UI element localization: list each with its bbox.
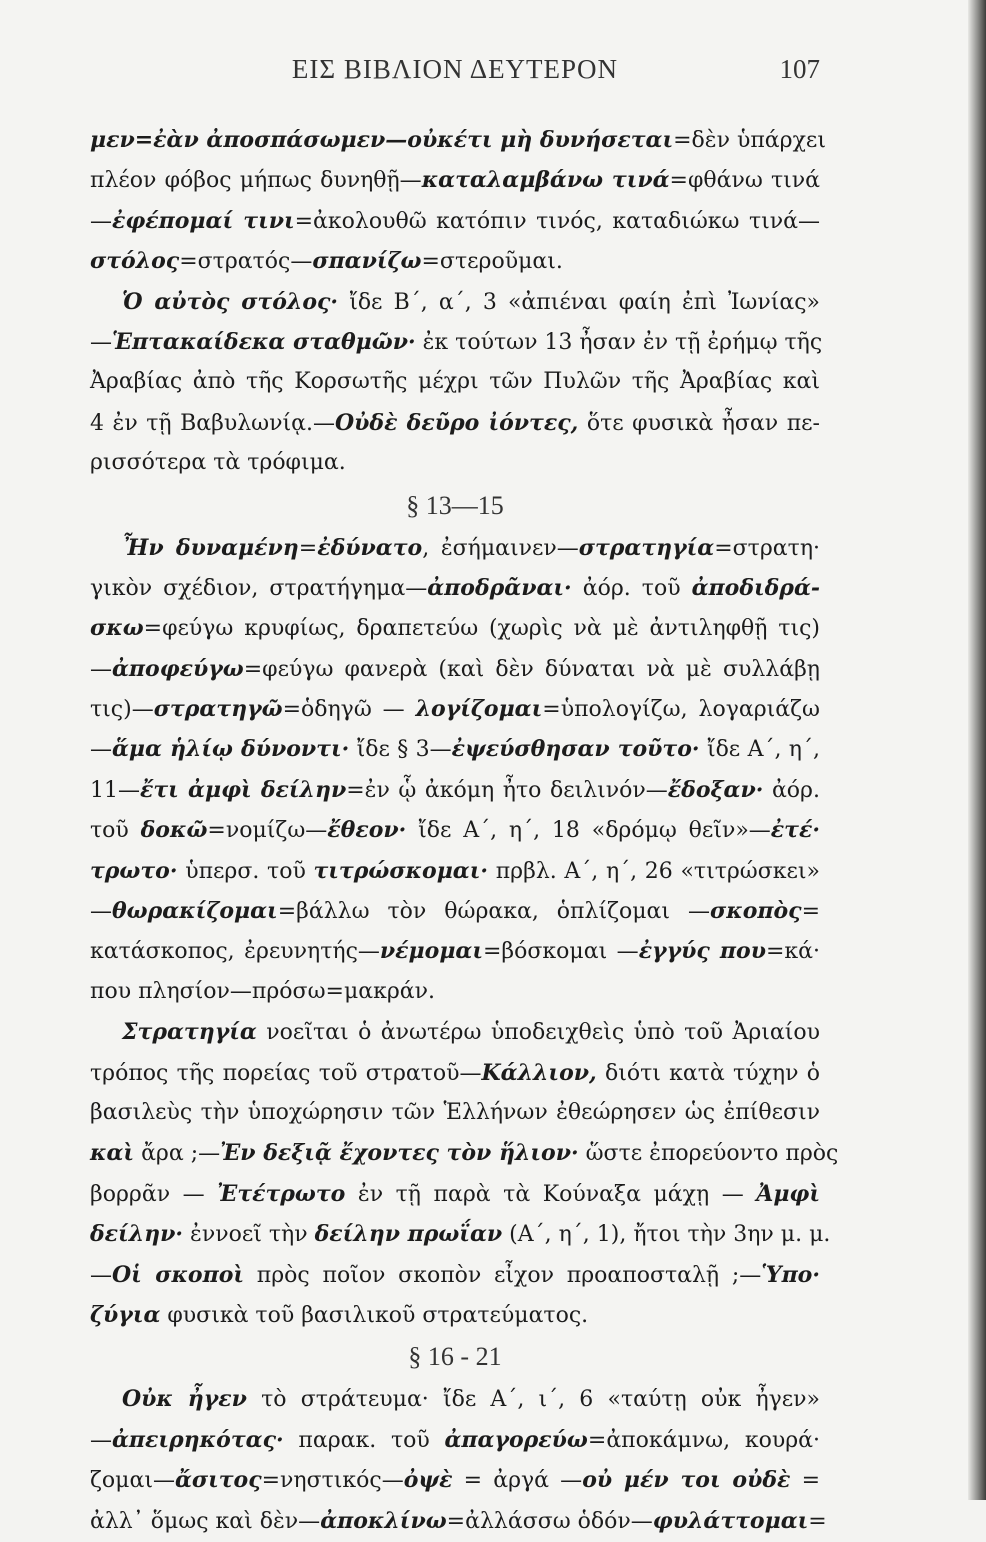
- text-line: [90, 1420, 820, 1460]
- gloss-text: πρὸς ποῖον σκοπὸν εἶχον προαποσταλῇ ;—: [244, 1262, 762, 1288]
- running-head: [90, 54, 820, 90]
- text-line: [90, 1460, 820, 1500]
- gloss-text: 11—: [90, 777, 140, 803]
- gloss-text: =κά·: [765, 939, 821, 965]
- lemma-term: σκω: [90, 615, 144, 642]
- gloss-text: =φεύγω κρυφίως, δραπετεύω (χωρὶς νὰ μὲ ἀντιληφθῇ τις): [143, 616, 820, 642]
- lemma-term: δείλην πρωΐαν: [314, 1221, 503, 1248]
- lemma-term: Κάλλιον,: [481, 1059, 597, 1086]
- text-line: [90, 322, 823, 362]
- gloss-text: πλέον φόβος μήπως δυνηθῇ—: [90, 168, 422, 194]
- gloss-text: =: [790, 1468, 821, 1494]
- section-heading: [90, 484, 820, 528]
- text-line: [90, 649, 820, 689]
- lemma-term: ἀπειρηκότας·: [112, 1426, 284, 1453]
- lemma-term: σπανίζω: [312, 248, 422, 275]
- gloss-text: =βόσκομαι —: [483, 939, 639, 965]
- lemma-term: δείλην·: [90, 1221, 184, 1248]
- lemma-term: Ὁ αὐτὸς στόλος·: [122, 288, 339, 315]
- gloss-text: που πλησίον—πρόσω=μακράν.: [90, 978, 436, 1004]
- gloss-text: =στεροῦμαι.: [421, 249, 563, 275]
- page-number: 107: [779, 54, 820, 84]
- gloss-text: =βάλλω τὸν θώρακα, ὁπλίζομαι —: [277, 899, 710, 925]
- lemma-term: στρατηγία: [578, 534, 715, 561]
- gloss-text: Ἀραβίας ἀπὸ τῆς Κορσωτῆς μέχρι τῶν Πυλῶν τῆς Ἀραβίας καὶ: [90, 369, 820, 395]
- lemma-term: δοκῶ: [140, 817, 208, 844]
- lemma-term: ἀποδρᾶναι·: [427, 574, 572, 601]
- gloss-text: —: [90, 1262, 112, 1288]
- gloss-text: ἀλλ᾽ ὅμως καὶ δὲν—: [90, 1508, 321, 1534]
- section-heading: [90, 1335, 820, 1379]
- gloss-text: =φθάνω τινά: [669, 168, 820, 194]
- text-line: [90, 851, 820, 891]
- text-line: [90, 362, 820, 402]
- gloss-text: πρβλ. Α΄, η΄, 26 «τιτρώσκει»: [488, 858, 820, 884]
- gloss-text: ἴδε Α΄, η΄,: [699, 737, 820, 763]
- lemma-term: Ἀμφὶ: [756, 1180, 820, 1207]
- text-line: [90, 931, 820, 971]
- lemma-term: ζύγια: [90, 1301, 161, 1328]
- text-line: [90, 403, 820, 443]
- text-line: [90, 1214, 831, 1254]
- lemma-term: ἄσιτος: [174, 1467, 262, 1494]
- text-line: [90, 1255, 820, 1295]
- lemma-term: Ἐτέτρωτο: [217, 1180, 346, 1207]
- gloss-text: ἐννοεῖ τὴν: [183, 1222, 315, 1248]
- gloss-text: =φεύγω φανερὰ (καὶ δὲν δύναται νὰ μὲ συλλάβῃ: [243, 656, 820, 682]
- gloss-text: ἐκ τούτων 13 ἦσαν ἐν τῇ ἐρήμῳ τῆς: [415, 329, 823, 355]
- gloss-text: =: [801, 899, 820, 925]
- gloss-text: τρόπος τῆς πορείας τοῦ στρατοῦ—: [90, 1060, 482, 1086]
- running-title: ΕΙΣ ΒΙΒΛΙΟΝ ΔΕΥΤΕΡΟΝ: [291, 54, 619, 84]
- gloss-text: =ἀλλάσσω ὁδόν—: [446, 1508, 653, 1534]
- gloss-text: =νηστικός—: [261, 1468, 404, 1494]
- gloss-text: γικὸν σχέδιον, στρατήγημα—: [90, 575, 428, 601]
- text-line: [90, 729, 820, 769]
- gloss-text: —: [90, 737, 112, 763]
- text-line: [90, 1295, 820, 1335]
- gloss-text: =δὲν ὑπάρχει: [673, 128, 826, 153]
- lemma-term: ἔθεον·: [327, 817, 407, 844]
- lemma-term: σκοπὸς: [710, 898, 802, 925]
- gloss-text: παρακ. τοῦ: [283, 1427, 445, 1453]
- gloss-text: ἄρα ;—: [134, 1141, 221, 1167]
- lemma-term: λογίζομαι: [415, 696, 543, 723]
- text-line: [90, 1133, 839, 1173]
- gloss-text: , ἐσήμαινεν—: [422, 535, 579, 561]
- gloss-text: ἀόρ. τοῦ: [571, 575, 692, 601]
- gloss-text: —: [90, 899, 112, 925]
- lemma-term: ἐγγύς που: [638, 938, 766, 965]
- gloss-text: =ὑπολογίζω, λογαριάζω: [542, 697, 820, 723]
- text-line: [90, 1012, 820, 1052]
- lemma-term: Στρατηγία: [122, 1019, 257, 1046]
- text-line: [90, 1093, 820, 1133]
- gloss-text: ἐν τῇ παρὰ τὰ Κούναξα μάχῃ —: [345, 1181, 757, 1207]
- gloss-text: τοῦ: [90, 818, 141, 844]
- gloss-text: ἴδε § 3—: [349, 737, 452, 763]
- lemma-term: ἐψεύσθησαν τοῦτο·: [451, 736, 700, 763]
- gloss-text: =στρατός—: [179, 249, 313, 275]
- gloss-text: —: [90, 656, 112, 682]
- lemma-term: ἔτι ἀμφὶ δείλην: [140, 776, 347, 803]
- gloss-text: —: [90, 208, 112, 234]
- text-line: [90, 1053, 820, 1093]
- gloss-text: —: [90, 1427, 112, 1453]
- text-line: [90, 770, 820, 810]
- lemma-term: ἐφέπομαί τινι: [112, 207, 295, 234]
- lemma-term: Οὐκ ἦγεν: [122, 1386, 247, 1413]
- gloss-text: ὥστε ἐπορεύοντο πρὸς: [578, 1141, 839, 1167]
- gloss-text: =ὁδηγῶ —: [282, 697, 416, 723]
- gloss-text: ρισσότερα τὰ τρόφιμα.: [90, 450, 346, 476]
- lemma-term: καταλαμβάνω τινά: [421, 167, 670, 194]
- gloss-text: βασιλεὺς τὴν ὑποχώρησιν τῶν Ἑλλήνων ἐθεώρησεν ὡς ἐπίθεσιν: [90, 1099, 820, 1125]
- lemma-term: Οὐδὲ δεῦρο ἰόντες,: [334, 409, 579, 436]
- lemma-term: στόλος: [90, 248, 180, 275]
- lemma-term: οὐ μέν τοι οὐδὲ: [582, 1467, 791, 1494]
- page-edge-shadow: [968, 0, 986, 1500]
- lemma-term: Οἱ σκοποὶ: [112, 1261, 245, 1288]
- text-line: [90, 160, 820, 200]
- text-line: [90, 1379, 820, 1419]
- lemma-term: στρατηγῶ: [153, 696, 283, 723]
- text-line: [90, 891, 820, 931]
- lemma-term: ἀπαγορεύω: [444, 1426, 588, 1453]
- lemma-term: τιτρώσκομαι·: [313, 857, 489, 884]
- gloss-text: 4 ἐν τῇ Βαβυλωνίᾳ.—: [90, 410, 335, 436]
- gloss-text: =ἐν ᾧ ἀκόμη ἦτο δειλινόν—: [346, 777, 668, 803]
- text-line: [90, 282, 820, 322]
- gloss-text: ὅτε φυσικὰ ἦσαν πε-: [578, 410, 820, 436]
- lemma-term: ἅμα ἡλίῳ δύνοντι·: [112, 736, 350, 763]
- text-line: [90, 810, 820, 850]
- text-line: [90, 241, 820, 281]
- gloss-text: § 16 - 21: [408, 1342, 502, 1372]
- gloss-text: —: [90, 329, 112, 355]
- lemma-term: ὀψὲ: [403, 1467, 453, 1494]
- gloss-text: =ἀκολουθῶ κατόπιν τινός, καταδιώκω τινά—: [294, 208, 820, 234]
- lemma-term: ἀποκλίνω: [320, 1507, 447, 1534]
- text-line: [90, 1501, 827, 1541]
- text-line: [90, 528, 820, 568]
- gloss-text: βορρᾶν —: [90, 1181, 218, 1207]
- lemma-term: φυλάττομαι: [652, 1507, 809, 1534]
- gloss-text: =στρατη·: [714, 535, 820, 561]
- gloss-text: = ἀργά —: [452, 1468, 583, 1494]
- lemma-term: ἀποδιδρά-: [691, 574, 820, 601]
- lemma-term: τρωτο·: [90, 857, 178, 884]
- gloss-text: (Α΄, η΄, 1), ἤτοι τὴν 3ην μ. μ.: [502, 1222, 831, 1248]
- lemma-term: Ὑπο·: [761, 1261, 820, 1288]
- gloss-text: =ἀποκάμνω, κουρά·: [587, 1427, 820, 1453]
- gloss-text: κατάσκοπος, ἐρευνητής—: [90, 939, 380, 965]
- gloss-text: ἀόρ.: [763, 777, 820, 803]
- lemma-term: Ἑπτακαίδεκα σταθμῶν·: [112, 328, 416, 355]
- gloss-text: =: [808, 1508, 827, 1534]
- text-line: [90, 1174, 820, 1214]
- gloss-text: τὸ στράτευμα· ἴδε Α΄, ι΄, 6 «ταύτῃ οὐκ ἦγεν»: [246, 1387, 820, 1413]
- text-line: [90, 568, 820, 608]
- lemma-term: καὶ: [90, 1140, 135, 1167]
- lemma-term: ἔδοξαν·: [667, 776, 764, 803]
- gloss-text: ἴδε Β΄, α΄, 3 «ἀπιέναι φαίη ἐπὶ Ἰωνίας»: [338, 289, 820, 315]
- commentary-text: [90, 120, 839, 1541]
- lemma-term: νέμομαι: [379, 938, 483, 965]
- gloss-text: =: [298, 535, 318, 561]
- lemma-term: ἐτέ·: [770, 817, 820, 844]
- lemma-term: θωρακίζομαι: [112, 898, 278, 925]
- text-line: [90, 972, 820, 1012]
- gloss-text: ζομαι—: [90, 1468, 175, 1494]
- text-line: [90, 120, 826, 160]
- gloss-text: διότι κατὰ τύχην ὁ: [596, 1060, 820, 1086]
- text-line: [90, 201, 820, 241]
- lemma-term: ἐδύνατο: [317, 534, 423, 561]
- lemma-term: Ἦν δυναμένη: [122, 534, 299, 561]
- text-line: [90, 443, 820, 483]
- gloss-text: τις)—: [90, 697, 154, 723]
- gloss-text: νοεῖται ὁ ἀνωτέρω ὑποδειχθεὶς ὑπὸ τοῦ Ἀριαίου: [256, 1020, 820, 1046]
- gloss-text: ὑπερσ. τοῦ: [177, 858, 314, 884]
- text-line: [90, 608, 820, 648]
- lemma-term: Ἐν δεξιᾷ ἔχοντες τὸν ἥλιον·: [220, 1140, 579, 1167]
- lemma-term: ἀποφεύγω: [112, 655, 244, 682]
- gloss-text: ἴδε Α΄, η΄, 18 «δρόμῳ θεῖν»—: [406, 818, 771, 844]
- text-line: [90, 689, 820, 729]
- gloss-text: φυσικὰ τοῦ βασιλικοῦ στρατεύματος.: [160, 1302, 589, 1328]
- lemma-term: μεν=ἐὰν ἀποσπάσωμεν—οὐκέτι μὴ δυνήσεται: [90, 127, 674, 153]
- gloss-text: =νομίζω—: [207, 818, 328, 844]
- gloss-text: § 13—15: [406, 490, 504, 520]
